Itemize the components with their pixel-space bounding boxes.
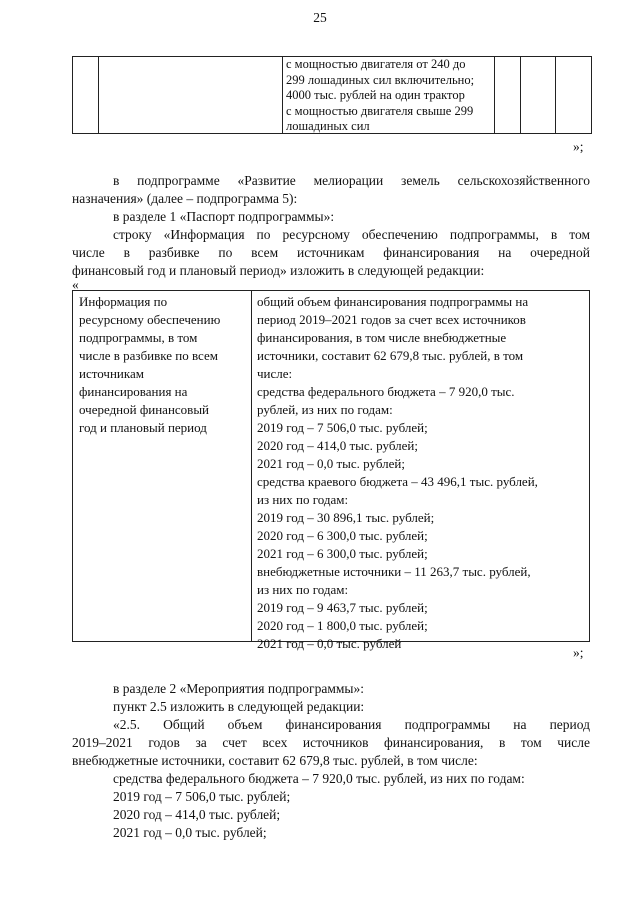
value-line: 2021 год – 6 300,0 тыс. рублей;	[257, 546, 428, 561]
paragraph-line: числе в разбивке по всем источникам финансирования на очередной	[72, 245, 590, 260]
table-column-divider	[251, 291, 252, 641]
value-line: период 2019–2021 годов за счет всех источников	[257, 312, 526, 327]
value-line: 2020 год – 414,0 тыс. рублей;	[257, 438, 418, 453]
paragraph-line: строку «Информация по ресурсному обеспечению подпрограммы, в том	[113, 227, 590, 242]
label-line: очередной финансовый	[79, 402, 210, 417]
paragraph-line: в подпрограмме «Развитие мелиорации земель сельскохозяйственного	[113, 173, 590, 188]
label-line: подпрограммы, в том	[79, 330, 198, 345]
paragraph-line: финансовый год и плановый период» изложить в следующей редакции:	[72, 263, 485, 278]
value-line: из них по годам:	[257, 582, 349, 597]
table-cell-line: лошадиных сил	[286, 119, 370, 133]
value-line: 2021 год – 0,0 тыс. рублей;	[257, 456, 405, 471]
table-column-divider	[98, 56, 99, 134]
paragraph-line: 2020 год – 414,0 тыс. рублей;	[113, 807, 281, 822]
value-line: средства федерального бюджета – 7 920,0 тыс.	[257, 384, 515, 399]
table-value-cell	[257, 293, 585, 653]
table-cell-line: с мощностью двигателя свыше 299	[286, 103, 474, 118]
label-line: Информация по	[79, 294, 168, 309]
paragraph-line: 2019–2021 годов за счет всех источников финансирования, в том числе	[72, 735, 590, 750]
paragraph-line: пункт 2.5 изложить в следующей редакции:	[113, 699, 365, 714]
label-line: год и плановый период	[79, 420, 207, 435]
label-line: финансирования на	[79, 384, 188, 399]
value-line: числе:	[257, 366, 293, 381]
paragraph-line: внебюджетные источники, составит 62 679,8 тыс. рублей, в том числе:	[72, 753, 478, 768]
table-label-cell	[79, 293, 249, 437]
opening-quote: «	[72, 277, 79, 292]
value-line: внебюджетные источники – 11 263,7 тыс. рублей,	[257, 564, 531, 579]
closing-quote: »;	[573, 645, 584, 660]
table-column-divider	[555, 56, 556, 134]
table-cell-line: 4000 тыс. рублей на один трактор	[286, 88, 465, 102]
closing-quote: »;	[573, 139, 584, 154]
table-cell-line: 299 лошадиных сил включительно;	[286, 72, 475, 87]
value-line: 2021 год – 0,0 тыс. рублей	[257, 636, 402, 651]
value-line: общий объем финансирования подпрограммы на	[257, 294, 529, 309]
table-column-divider	[282, 56, 283, 134]
paragraph-line: «2.5. Общий объем финансирования подпрограммы на период	[113, 717, 590, 732]
value-line: 2019 год – 9 463,7 тыс. рублей;	[257, 600, 428, 615]
value-line: 2020 год – 6 300,0 тыс. рублей;	[257, 528, 428, 543]
label-line: источникам	[79, 366, 144, 381]
value-line: рублей, из них по годам:	[257, 402, 393, 417]
table-column-divider	[520, 56, 521, 134]
paragraph-line: средства федерального бюджета – 7 920,0 тыс. рублей, из них по годам:	[113, 771, 525, 786]
value-line: 2019 год – 30 896,1 тыс. рублей;	[257, 510, 435, 525]
paragraph-line: в разделе 1 «Паспорт подпрограммы»:	[113, 209, 335, 224]
paragraph-line: 2019 год – 7 506,0 тыс. рублей;	[113, 789, 291, 804]
paragraph-line: назначения» (далее – подпрограмма 5):	[72, 191, 298, 206]
funding-info-table	[72, 290, 590, 651]
value-line: финансирования, в том числе внебюджетные	[257, 330, 507, 345]
page-number: 25	[313, 10, 327, 25]
paragraph-line: 2021 год – 0,0 тыс. рублей;	[113, 825, 267, 840]
table-cell-line: с мощностью двигателя от 240 до	[286, 57, 466, 71]
value-line: из них по годам:	[257, 492, 349, 507]
paragraph-line: в разделе 2 «Мероприятия подпрограммы»:	[113, 681, 364, 696]
label-line: ресурсному обеспечению	[79, 312, 221, 327]
value-line: средства краевого бюджета – 43 496,1 тыс. рублей,	[257, 474, 538, 489]
label-line: числе в разбивке по всем	[79, 348, 218, 363]
value-line: источники, составит 62 679,8 тыс. рублей, в том	[257, 348, 524, 363]
value-line: 2020 год – 1 800,0 тыс. рублей;	[257, 618, 428, 633]
value-line: 2019 год – 7 506,0 тыс. рублей;	[257, 420, 428, 435]
table-cell-text	[286, 57, 496, 135]
vehicle-rates-table-fragment	[72, 56, 592, 134]
